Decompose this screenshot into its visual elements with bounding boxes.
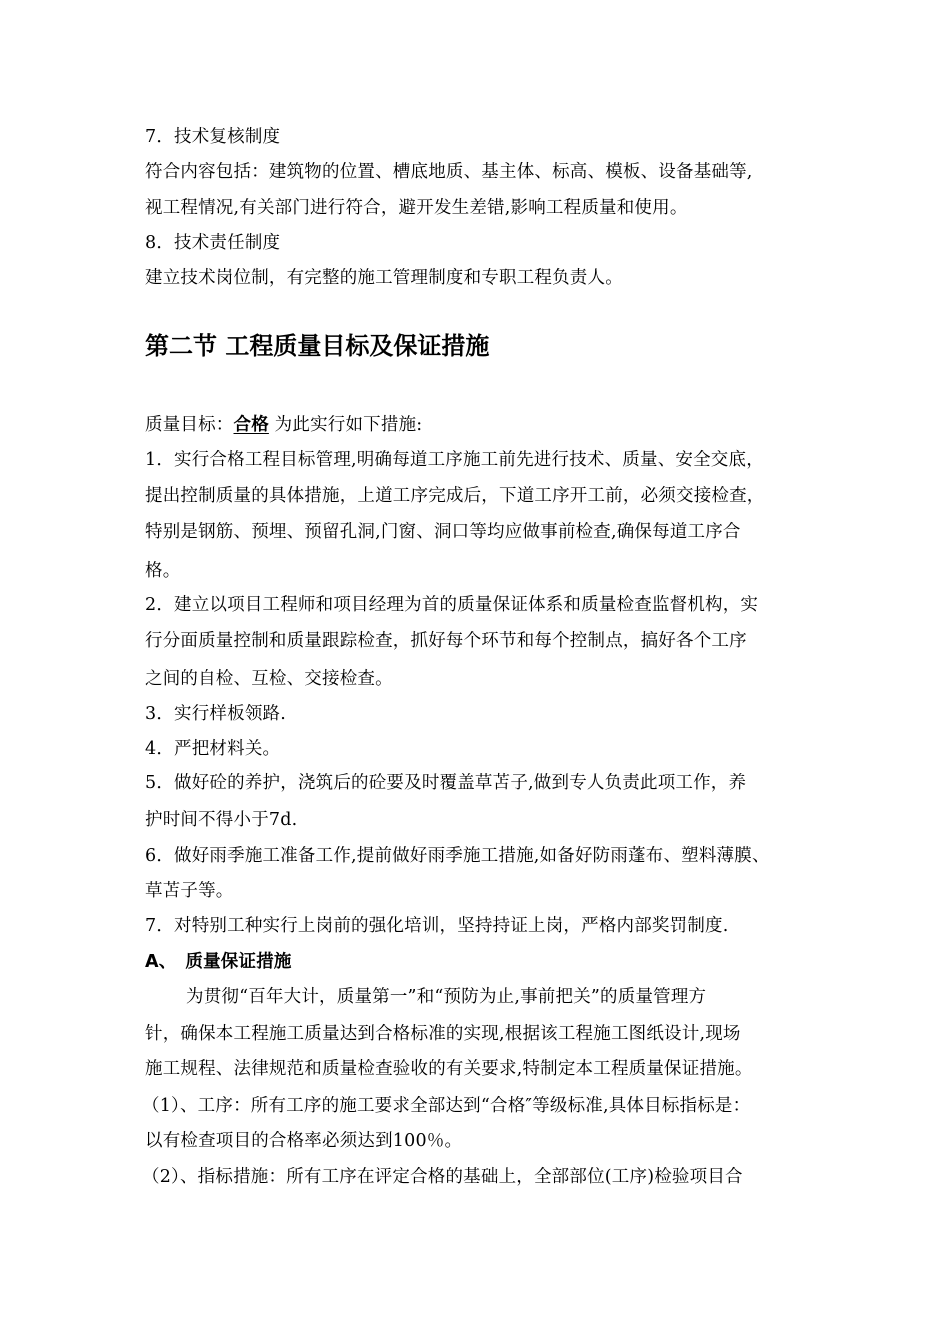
measure-1-line-3: 特别是钢筋、预埋、预留孔洞,门窗、洞口等均应做事前检查,确保每道工序合 (145, 522, 741, 542)
measure-1-line-2: 提出控制质量的具体措施，上道工序完成后，下道工序开工前，必须交接检查， (145, 486, 765, 506)
item8-title: 8．技术责任制度 (145, 233, 281, 253)
measure-3: 3．实行样板领路. (145, 704, 286, 724)
measure-7: 7．对特别工种实行上岗前的强化培训，坚持持证上岗，严格内部奖罚制度. (145, 916, 729, 936)
measure-2-line-2: 行分面质量控制和质量跟踪检查，抓好每个环节和每个控制点，搞好各个工序 (145, 631, 747, 651)
intro-paragraph-line-2: 针，确保本工程施工质量达到合格标准的实现,根据该工程施工图纸设计,现场 (145, 1024, 741, 1044)
item7-title: 7．技术复核制度 (145, 127, 281, 147)
quality-target-suffix: 为此实行如下措施: (268, 415, 423, 435)
measure-2-line-1: 2．建立以项目工程师和项目经理为首的质量保证体系和质量检查监督机构，实 (145, 595, 759, 615)
measure-5-line-1: 5．做好砼的养护，浇筑后的砼要及时覆盖草苫子,做到专人负责此项工作，养 (145, 773, 747, 793)
measure-2-line-3: 之间的自检、互检、交接检查。 (145, 669, 393, 689)
measure-6-line-1: 6．做好雨季施工准备工作,提前做好雨季施工措施,如备好防雨蓬布、塑料薄膜、 (145, 846, 770, 866)
quality-target-label: 质量目标： (145, 415, 234, 435)
measure-4: 4．严把材料关。 (145, 739, 281, 759)
quality-target-value: 合格 (233, 415, 269, 435)
section-heading: 第二节 工程质量目标及保证措施 (145, 332, 490, 360)
item8-text-line-1: 建立技术岗位制，有完整的施工管理制度和专职工程负责人。 (145, 268, 623, 288)
measure-6-line-2: 草苫子等。 (145, 881, 234, 901)
intro-paragraph-line-3: 施工规程、法律规范和质量检查验收的有关要求,特制定本工程质量保证措施。 (145, 1059, 753, 1079)
measure-1-line-4: 格。 (145, 561, 181, 581)
item7-text-line-1: 符合内容包括：建筑物的位置、槽底地质、基主体、标高、模板、设备基础等, (145, 162, 753, 182)
quality-target-line (145, 413, 422, 437)
item7-text-line-2: 视工程情况,有关部门进行符合，避开发生差错,影响工程质量和使用。 (145, 198, 688, 218)
measure-5-line-2: 护时间不得小于7d. (145, 810, 298, 830)
intro-paragraph-line-1: 为贯彻“百年大计，质量第一”和“预防为止,事前把关”的质量管理方 (186, 987, 707, 1007)
point-1-line-2: 以有检查项目的合格率必须达到100％。 (145, 1131, 463, 1151)
measure-1-line-1: 1．实行合格工程目标管理,明确每道工序施工前先进行技术、质量、安全交底， (145, 450, 764, 470)
point-1-line-1: （1）、工序：所有工序的施工要求全部达到“合格″等级标准,具体目标指标是： (142, 1096, 751, 1116)
point-2-line-1: （2）、指标措施：所有工序在评定合格的基础上，全部部位(工序)检验项目合 (142, 1167, 743, 1187)
subsection-a-title: A、 质量保证措施 (145, 952, 292, 972)
